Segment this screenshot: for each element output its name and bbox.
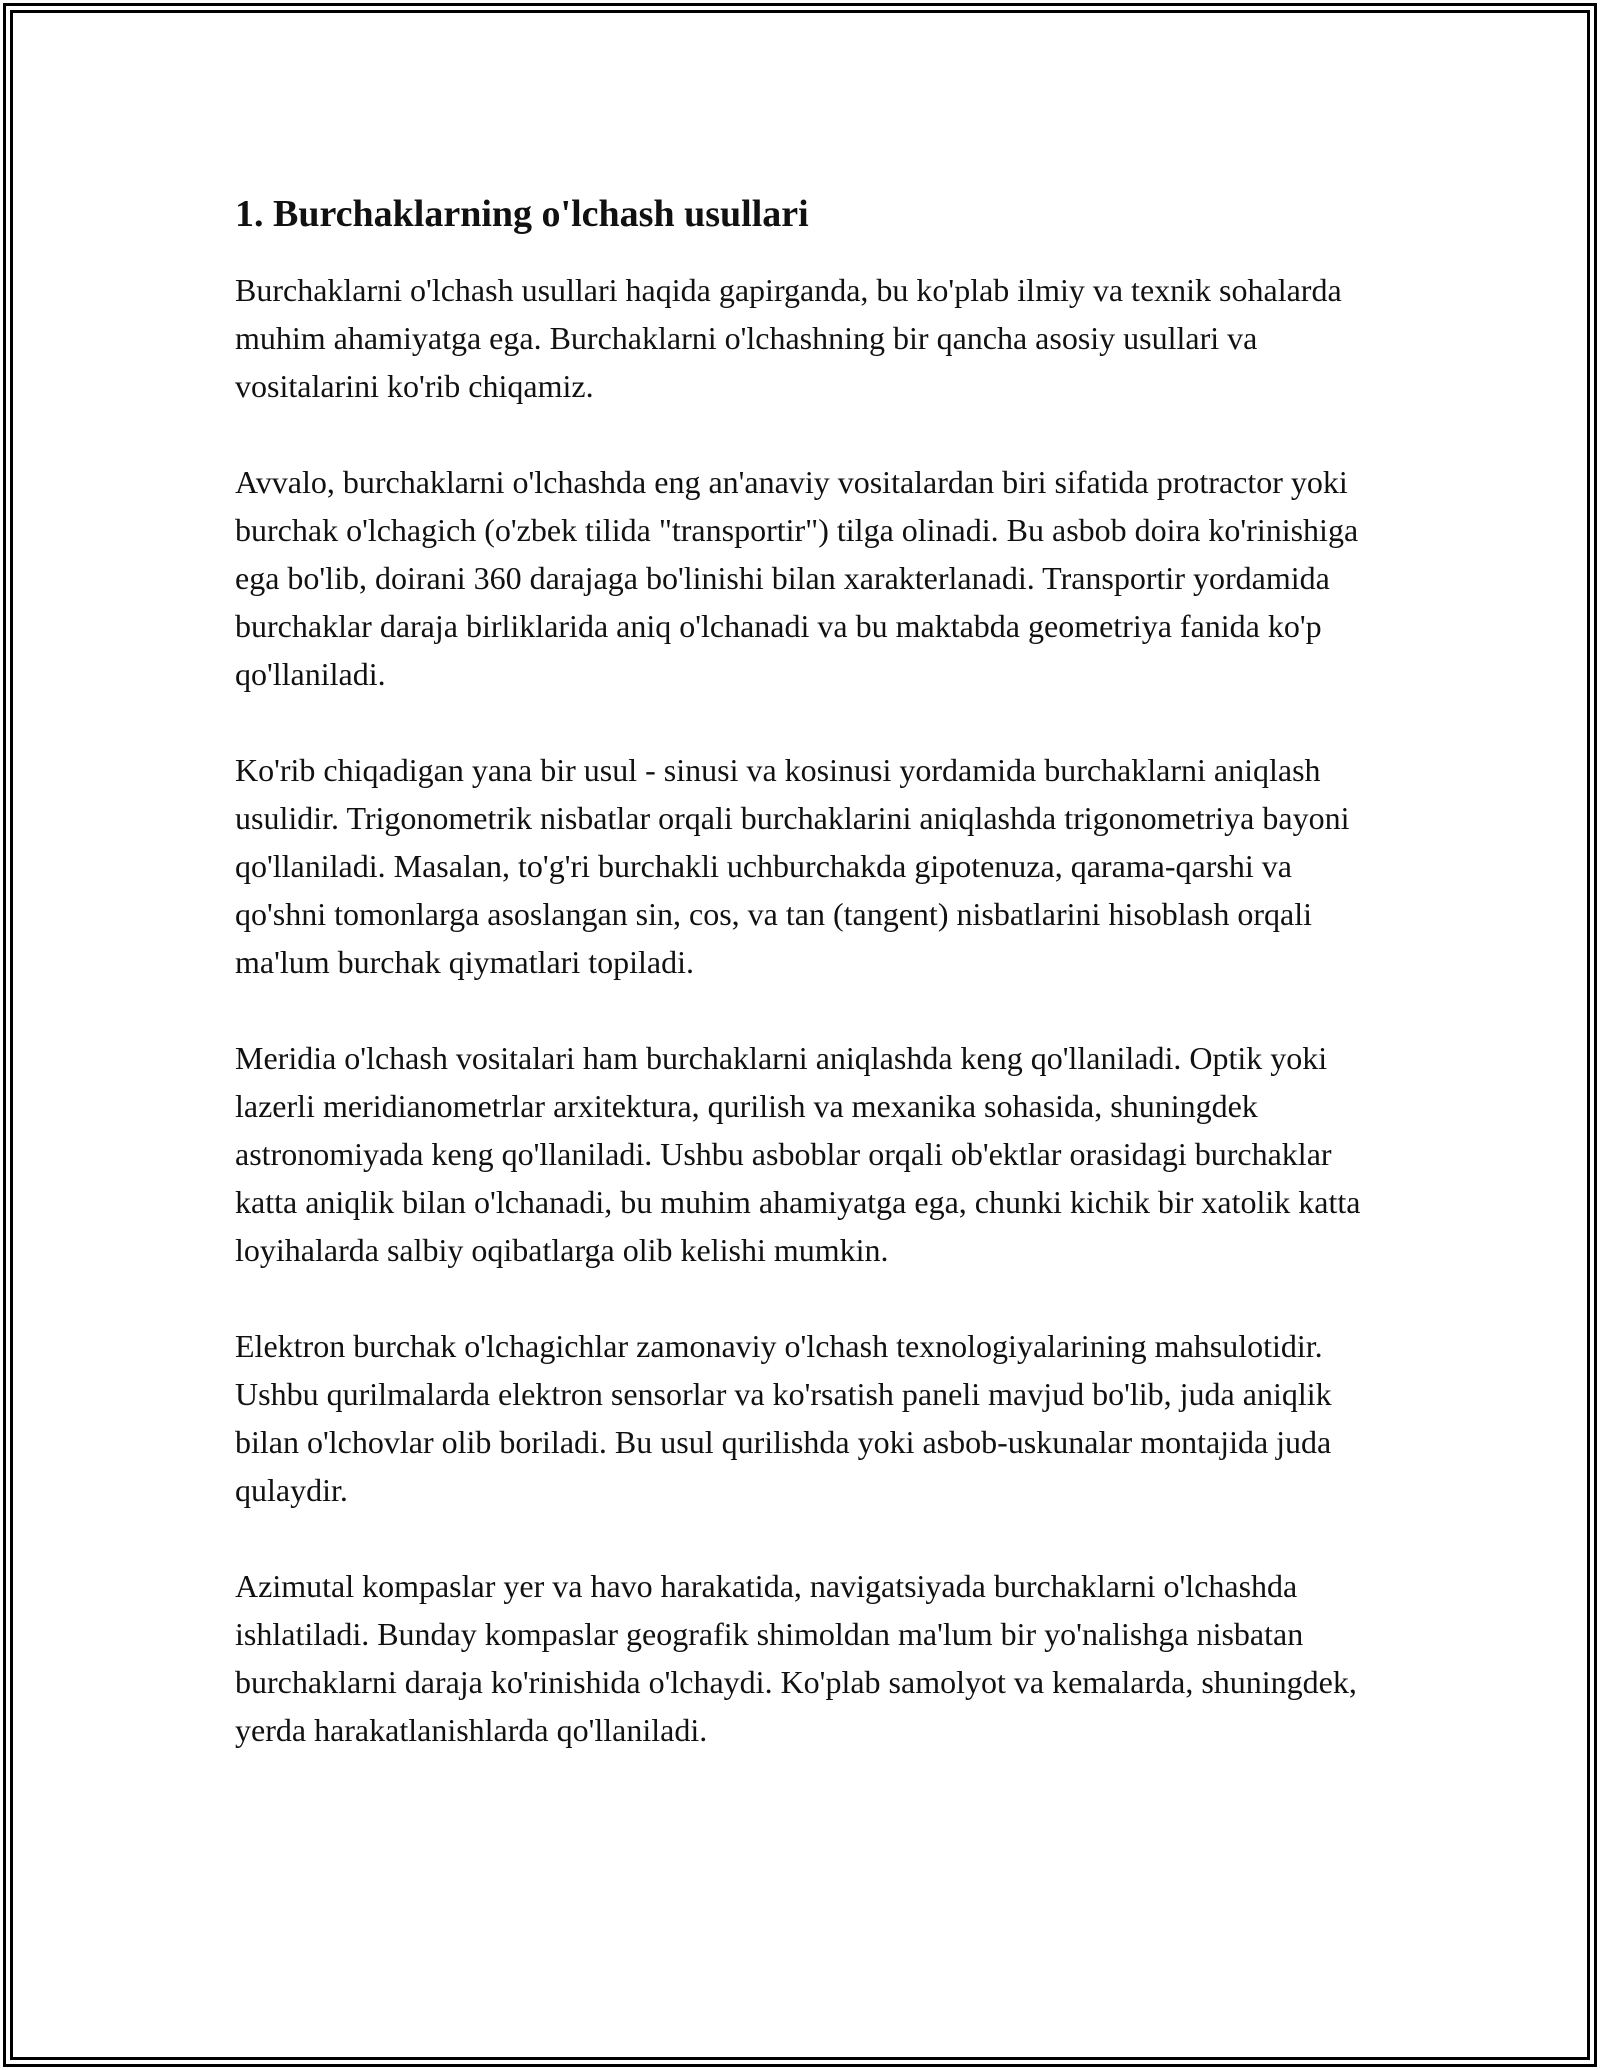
paragraph-trigonometry: Ko'rib chiqadigan yana bir usul - sinusi va kosinusi yordamida burchaklarni aniqlash usulidir. Trigonometrik nisbatlar orqali burchaklarini aniqlashda trigonometriya bayoni qo'llaniladi. Masalan, to'g'ri burchakli uchburchakda gipotenuza, qarama-qarshi va qo'shni tomonlarga asoslangan sin, cos, va tan (tangent) nisbatlarini hisoblash orqali ma'lum burchak qiymatlari topiladi. — [235, 752, 1350, 980]
paragraph-electronic: Elektron burchak o'lchagichlar zamonaviy o'lchash texnologiyalarining mahsulotidir. Ushbu qurilmalarda elektron sensorlar va ko'rsatish paneli mavjud bo'lib, juda aniqlik bilan o'lchovlar olib boriladi. Bu usul qurilishda yoki asbob-uskunalar montajida juda qulaydir. — [235, 1328, 1332, 1508]
paragraph-azimuth: Azimutal kompaslar yer va havo harakatida, navigatsiyada burchaklarni o'lchashda ishlatiladi. Bunday kompaslar geografik shimoldan ma'lum bir yo'nalishga nisbatan burchaklarni daraja ko'rinishida o'lchaydi. Ko'plab samolyot va kemalarda, shuningdek, yerda harakatlanishlarda qo'llaniladi. — [235, 1568, 1357, 1748]
section-heading: 1. Burchaklarning o'lchash usullari — [235, 193, 809, 235]
paragraph-intro: Burchaklarni o'lchash usullari haqida gapirganda, bu ko'plab ilmiy va texnik sohalarda muhim ahamiyatga ega. Burchaklarni o'lchashning bir qancha asosiy usullari va vositalarini ko'rib chiqamiz. — [235, 272, 1342, 404]
paragraph-meridian: Meridia o'lchash vositalari ham burchaklarni aniqlashda keng qo'llaniladi. Optik yoki lazerli meridianometrlar arxitektura, qurilish va mexanika sohasida, shuningdek astronomiyada keng qo'llaniladi. Ushbu asboblar orqali ob'ektlar orasidagi burchaklar katta aniqlik bilan o'lchanadi, bu muhim ahamiyatga ega, chunki kichik bir xatolik katta loyihalarda salbiy oqibatlarga olib kelishi mumkin. — [235, 1040, 1361, 1268]
paragraph-protractor: Avvalo, burchaklarni o'lchashda eng an'anaviy vositalardan biri sifatida protractor yoki burchak o'lchagich (o'zbek tilida "transportir") tilga olinadi. Bu asbob doira ko'rinishiga ega bo'lib, doirani 360 darajaga bo'linishi bilan xarakterlanadi. Transportir yordamida burchaklar daraja birliklarida aniq o'lchanadi va bu maktabda geometriya fanida ko'p qo'llaniladi. — [235, 464, 1359, 692]
document-body — [235, 188, 1375, 1802]
